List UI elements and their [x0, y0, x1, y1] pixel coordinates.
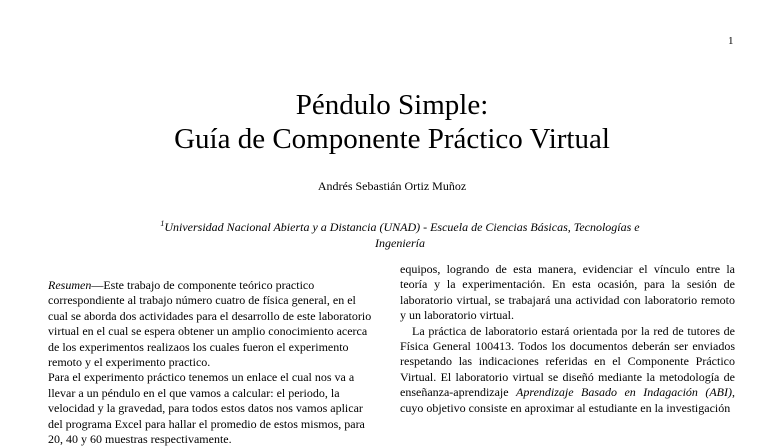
right-paragraph-2 [400, 324, 735, 416]
right-paragraph-2-em: Aprendizaje Basado en Indagación (ABI) [516, 385, 732, 400]
abstract-text: —Este trabajo de componente teórico practico correspondiente al trabajo número cuatro de física general, en el cual se aborda dos actividades para el desarrollo de este laboratorio virtual en el cual se espera obtener un amplio conocimiento acerca de los experimentos realizaos los cuales fueron el experimento remoto y el experimento practico. [48, 278, 372, 370]
paper-title [0, 88, 784, 156]
right-paragraph-2-a: La práctica de laboratorio estará orientada por la red de tutores de Física General 100413. Todos los documentos deberán ser enviados respetando las indicaciones referidas en el Componente Práctico Virtual. El laboratorio virtual se diseñó mediante la metodología de enseñanza-aprendizaje [400, 323, 735, 400]
right-paragraph-1: equipos, logrando de esta manera, evidenciar el vínculo entre la teoría y la experimentación. En esta ocasión, para la sesión de laboratorio virtual, se trabajará una actividad con laboratorio remoto y un laboratorio virtual. [400, 262, 735, 323]
abstract-paragraph [48, 278, 378, 370]
affiliation [150, 216, 650, 251]
affiliation-marker: 1 [160, 219, 165, 228]
left-column [48, 278, 378, 447]
affiliation-text: Universidad Nacional Abierta y a Distancia (UNAD) - Escuela de Ciencias Básicas, Tecnologías e Ingeniería [164, 220, 640, 250]
left-paragraph-2: Para el experimento práctico tenemos un enlace el cual nos va a llevar a un péndulo en el que vamos a calcular: el periodo, la velocidad y la gravedad, para todos estos datos nos vamos aplicar del programa Excel para hallar el promedio de estos mismos, para 20, 40 y 60 muestras respectivamente. [48, 370, 365, 447]
title-line-1: Péndulo Simple: [295, 89, 489, 121]
title-line-2: Guía de Componente Práctico Virtual [174, 123, 610, 155]
right-column [400, 262, 735, 416]
page-number: 1 [728, 35, 734, 47]
right-paragraph-2-b: , cuyo objetivo consiste en aproximar al estudiante en la investigación [400, 385, 735, 415]
author-name: Andrés Sebastián Ortiz Muñoz [317, 179, 467, 193]
abstract-label: Resumen [48, 278, 92, 292]
